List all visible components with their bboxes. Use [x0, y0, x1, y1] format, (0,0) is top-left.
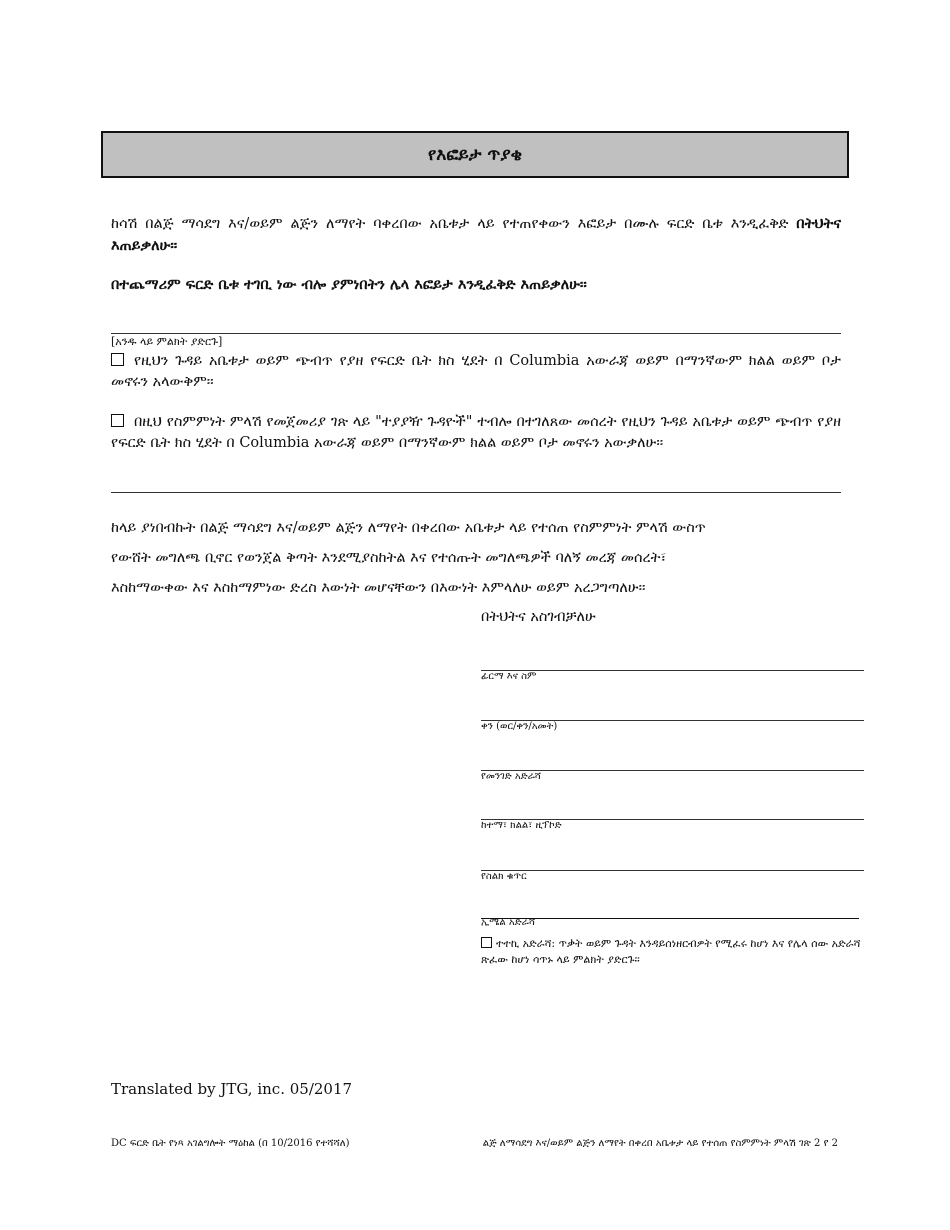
checkbox-1[interactable]	[111, 353, 124, 366]
declaration-line-1: ከላይ ያነበብኩት በልጅ ማሳደግ እና/ወይም ልጅን ለማየት በቀረበው አቤቱታ ላይ የተሰጠ የስምምነት ምላሽ ውስጥ	[111, 520, 706, 536]
section-divider-top	[111, 333, 841, 334]
phone-label: የስልክ ቁጥር	[481, 871, 527, 882]
substitute-address-text: ተተኪ አድራሻ: ጥቃት ወይም ጉዳት እንዳይሰነዘርብዎት የሚፈሩ ከሆነ እና የሌላ ሰው አድራሻ ጽፈው ከሆነ ሳጥኑ ላይ ምልክት ያድርጉ፡፡	[481, 937, 861, 966]
section-divider-bottom	[111, 492, 841, 493]
signature-name-label: ፊርማ እና ስም	[481, 671, 537, 682]
additional-relief-request: በተጨማሪም ፍርድ ቤቱ ተገቢ ነው ብሎ ያምነበትን ሌላ እፎይታ እንዲፈቅድ እጠይቃለሁ፡፡	[111, 276, 587, 293]
substitute-address-option[interactable]	[481, 936, 861, 968]
signature-name-line[interactable]	[481, 670, 864, 671]
footer-left: DC ፍርድ ቤት የነጻ አገልግሎት ማዕከል (በ 10/2016 የተሻሻለ)	[111, 1138, 350, 1149]
checkbox-instruction: [አንዱ ላይ ምልክት ያድርጉ]	[111, 335, 223, 348]
street-address-label: የመንገድ አድራሻ	[481, 771, 542, 782]
relief-request-text: ከሳሽ በልጅ ማሳደግ እና/ወይም ልጅን ለማየት ባቀረበው አቤቱታ ላይ የተጠየቀውን እፎይታ በሙሉ ፍርድ ቤቱ እንዲፈቅድ	[111, 216, 797, 232]
checkbox-option-1[interactable]	[111, 351, 841, 393]
translated-by: Translated by JTG, inc. 05/2017	[111, 1080, 353, 1098]
email-line[interactable]	[481, 918, 859, 919]
phone-line[interactable]	[481, 870, 864, 871]
date-label: ቀን (ወር/ቀን/አመት)	[481, 721, 558, 732]
checkbox-option-1-text: የዚህን ጉዳይ አቤቱታ ወይም ጭብጥ የያዘ የፍርድ ቤት ክስ ሂደት በ Columbia አውራጃ ወይም በማንኛውም ክልል ወይም ቦታ መኖሩን አላውቅም፡፡	[111, 353, 841, 390]
submitted-respectfully: በትህትና አስገብቻለሁ	[481, 609, 596, 625]
declaration-line-2: የውሸት መግለጫ ቢኖር የወንጀል ቅጣት እንደሚያስከትል እና የተሰጡት መግለጫዎች ባለኝ መረጃ መሰረት፣	[111, 550, 667, 566]
substitute-address-checkbox[interactable]	[481, 937, 492, 948]
section-title	[101, 131, 849, 178]
declaration-line-3: እስከማውቀው እና እስከማምነው ድረስ እውነት መሆናቸውን በእውነት እምላለሁ ወይም አረጋግጣለሁ፡፡	[111, 580, 646, 596]
checkbox-2[interactable]	[111, 414, 124, 427]
footer-right: ልጅ ለማሳደግ እና/ወይም ልጅን ለማየት በቀረበ አቤቱታ ላይ የተሰጠ የስምምነት ምላሽ ገጽ 2 የ 2	[482, 1138, 838, 1149]
checkbox-option-2-text: በዚህ የስምምነት ምላሽ የመጀመሪያ ገጽ ላይ "ተያያዥ ጉዳዮች" ተብሎ በተገለጸው መሰረት የዚህን ጉዳይ አቤቱታ ወይም ጭብጥ የያዘ የፍርድ ቤት ክስ ሂደት በ Columbia አውራጃ ወይም በማንኛውም ክልል ወይም ቦታ መኖሩን አውቃለሁ፡፡	[111, 414, 841, 451]
section-title-text: የእፎይታ ጥያቄ	[427, 144, 522, 165]
email-label: ኢሜል አድራሻ	[481, 917, 536, 928]
checkbox-option-2[interactable]	[111, 412, 841, 454]
relief-request-paragraph	[111, 213, 841, 257]
city-state-zip-label: ከተማ፣ ክልል፣ ዚፕኮድ	[481, 820, 562, 831]
relief-request-bold: በትህትና እጠይቃለሁ፡፡	[111, 215, 841, 254]
